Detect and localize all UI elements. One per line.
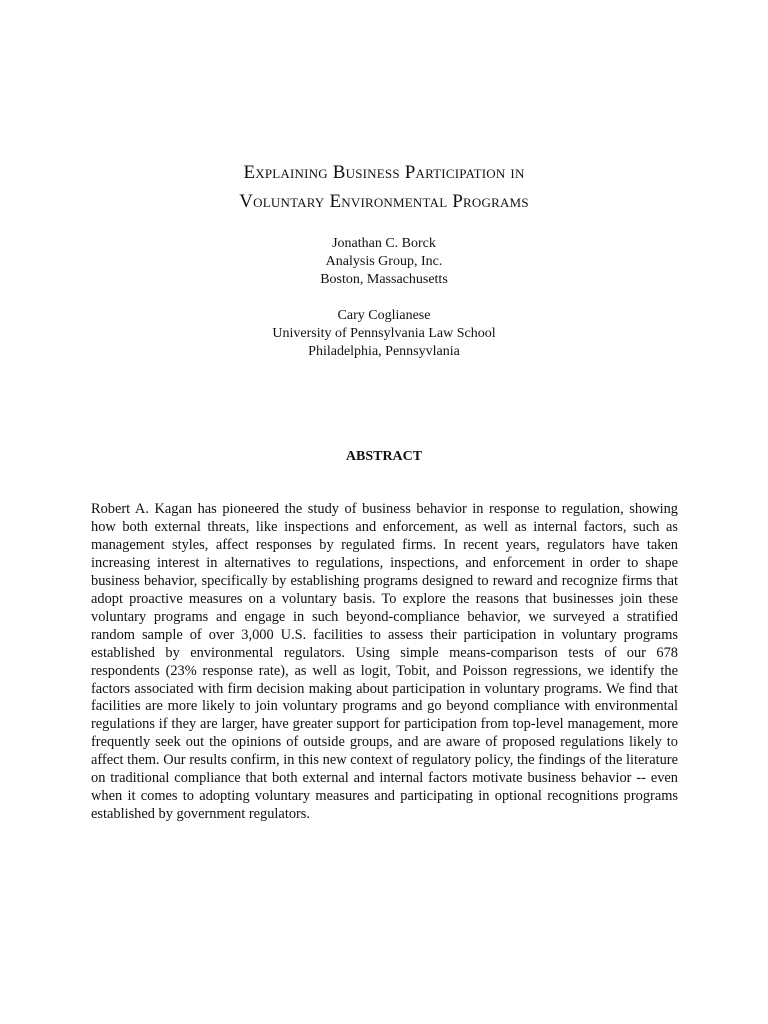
author-affiliation: University of Pennsylvania Law School xyxy=(272,326,496,341)
abstract-heading: ABSTRACT xyxy=(345,449,423,464)
author-name: Cary Coglianese xyxy=(337,308,431,323)
author-affiliation: Analysis Group, Inc. xyxy=(325,254,443,269)
abstract-body: Robert A. Kagan has pioneered the study of business behavior in response to regulation, showing how both external threats, like inspections and enforcement, as well as internal factors, such as management styles, affect responses by regulated firms. In recent years, regulators have taken increasing interest in alternatives to regulations, inspections, and enforcement in order to shape business behavior, specifically by establishing programs designed to reward and recognize firms that adopt proactive measures on a voluntary basis. To explore the reasons that businesses join these voluntary programs and engage in such beyond-compliance behavior, we surveyed a stratified random sample of over 3,000 U.S. facilities to assess their participation in voluntary programs established by environmental regulators. Using simple means-comparison tests of our 678 respondents (23% response rate), as well as logit, Tobit, and Poisson regressions, we identify the factors associated with firm decision making about participation in voluntary programs. We find that facilities are more likely to join voluntary programs and go beyond compliance with environmental regulations if they are larger, have greater support for participation from top-level management, more frequently seek out the opinions of outside groups, and are aware of proposed regulations likely to affect them. Our results confirm, in this new context of regulatory policy, the findings of the literature on traditional compliance that both external and internal factors motivate business behavior -- even when it comes to adopting voluntary measures and participating in optional recognitions programs established by government regulators. xyxy=(91,501,678,823)
paper-title xyxy=(0,158,768,216)
paper-title-line-2: Voluntary Environmental Programs xyxy=(239,190,529,212)
paper-title-line-1: Explaining Business Participation in xyxy=(243,161,525,183)
author-block-1 xyxy=(0,235,768,289)
author-location: Philadelphia, Pennsyvlania xyxy=(308,344,460,359)
author-block-2 xyxy=(0,307,768,361)
author-location: Boston, Massachusetts xyxy=(320,272,448,287)
author-name: Jonathan C. Borck xyxy=(332,236,436,251)
